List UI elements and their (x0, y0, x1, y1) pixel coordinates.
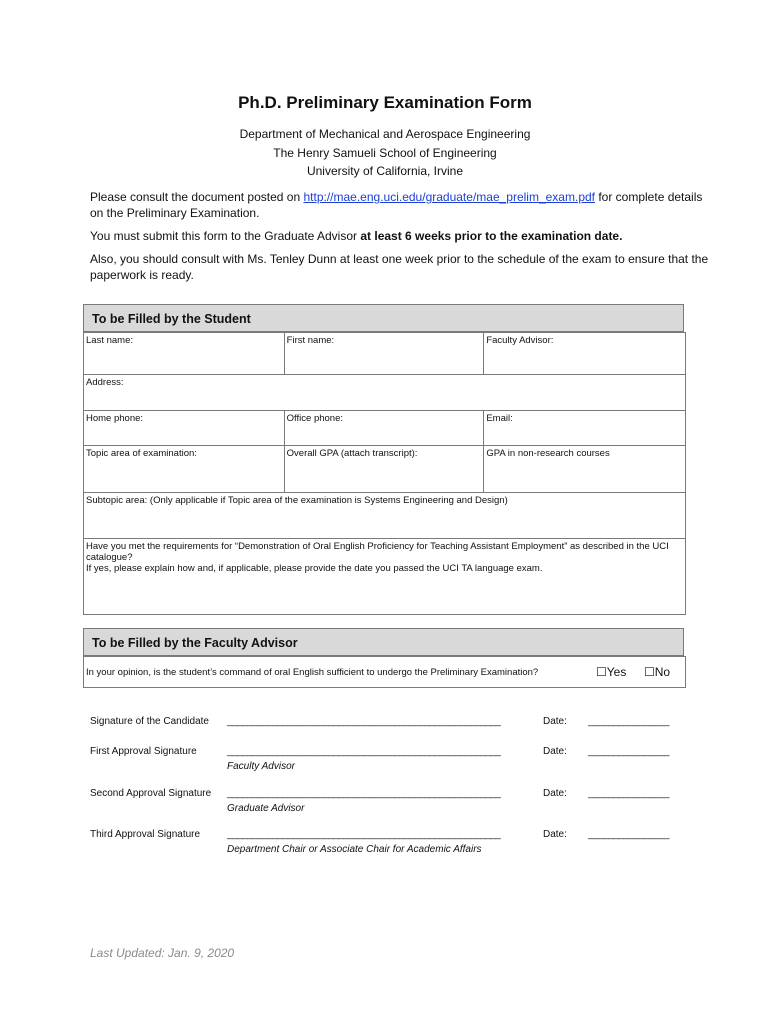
department-name: Department of Mechanical and Aerospace Engineering (239, 127, 531, 141)
gpa-nonresearch-field[interactable]: GPA in non-research courses (484, 446, 686, 493)
address-field[interactable]: Address: (84, 375, 686, 411)
intro-text: Please consult the document posted on (90, 190, 304, 204)
third-date-line[interactable]: ________________ (588, 829, 669, 840)
subtopic-field[interactable]: Subtopic area: (Only applicable if Topic area of the examination is Systems Engineering and Design) (84, 493, 686, 539)
english-followup: If yes, please explain how and, if applicable, please provide the date you passed the UCI TA language exam. (86, 563, 543, 574)
school-name: The Henry Samueli School of Engineering (273, 146, 497, 160)
second-date-line[interactable]: ________________ (588, 788, 669, 799)
first-approval-line[interactable]: ______________________________________________________ (227, 746, 501, 757)
university-name: University of California, Irvine (306, 164, 464, 178)
form-title: Ph.D. Preliminary Examination Form (238, 93, 532, 112)
third-approval-line[interactable]: ______________________________________________________ (227, 829, 501, 840)
candidate-signature-row (90, 716, 690, 736)
english-proficiency-field[interactable] (84, 539, 686, 615)
topic-area-field[interactable]: Topic area of examination: (84, 446, 285, 493)
last-name-field[interactable]: Last name: (84, 333, 285, 375)
third-approval-label: Third Approval Signature (90, 829, 201, 840)
first-name-field[interactable]: First name: (284, 333, 484, 375)
candidate-signature-line[interactable]: ______________________________________________________ (227, 716, 501, 727)
student-section-heading: To be Filled by the Student (83, 304, 684, 332)
second-date-label: Date: (543, 788, 567, 799)
intro-paragraph-2 (90, 228, 710, 244)
english-question: Have you met the requirements for “Demonstration of Oral English Proficiency for Teaching Assistant Employment” as described in the UCI catalogue? (86, 541, 669, 563)
intro-paragraph-3: Also, you should consult with Ms. Tenley Dunn at least one week prior to the schedule of the exam to ensure that the paperwork is ready. (90, 252, 709, 282)
intro-text-after: for complete details on the Preliminary Examination. (90, 190, 703, 220)
candidate-date-line[interactable]: ________________ (588, 716, 669, 727)
candidate-signature-label: Signature of the Candidate (90, 716, 209, 727)
first-date-line[interactable]: ________________ (588, 746, 669, 757)
advisor-section-heading: To be Filled by the Faculty Advisor (83, 628, 684, 656)
english-opinion-question: In your opinion, is the student’s command of oral English sufficient to undergo the Preliminary Examination? (86, 666, 539, 678)
overall-gpa-field[interactable]: Overall GPA (attach transcript): (284, 446, 484, 493)
candidate-date-label: Date: (543, 716, 567, 727)
second-approval-line[interactable]: ______________________________________________________ (227, 788, 501, 799)
first-approval-row (90, 746, 690, 780)
third-date-label: Date: (543, 829, 567, 840)
second-approval-row (90, 788, 690, 822)
prelim-exam-link[interactable]: http://mae.eng.uci.edu/graduate/mae_prelim_exam.pdf (303, 190, 595, 204)
first-approval-label: First Approval Signature (90, 746, 197, 757)
advisor-table (83, 656, 686, 688)
second-approval-label: Second Approval Signature (90, 788, 212, 799)
deadline-emphasis: at least 6 weeks prior to the examination date. (360, 229, 623, 243)
second-approval-role: Graduate Advisor (227, 803, 305, 814)
third-approval-row (90, 829, 690, 863)
student-info-table (83, 332, 686, 615)
first-approval-role: Faculty Advisor (227, 761, 295, 772)
english-opinion-row (84, 657, 686, 688)
first-date-label: Date: (543, 746, 567, 757)
no-checkbox[interactable]: ☐No (644, 665, 671, 679)
third-approval-role: Department Chair or Associate Chair for Academic Affairs (227, 844, 482, 855)
intro-paragraph-1 (90, 189, 710, 221)
email-field[interactable]: Email: (484, 411, 686, 446)
office-phone-field[interactable]: Office phone: (284, 411, 484, 446)
deadline-text: You must submit this form to the Graduate Advisor (90, 229, 361, 243)
home-phone-field[interactable]: Home phone: (84, 411, 285, 446)
faculty-advisor-field[interactable]: Faculty Advisor: (484, 333, 686, 375)
last-updated-footer: Last Updated: Jan. 9, 2020 (90, 946, 235, 960)
yes-checkbox[interactable]: ☐Yes (596, 665, 627, 679)
